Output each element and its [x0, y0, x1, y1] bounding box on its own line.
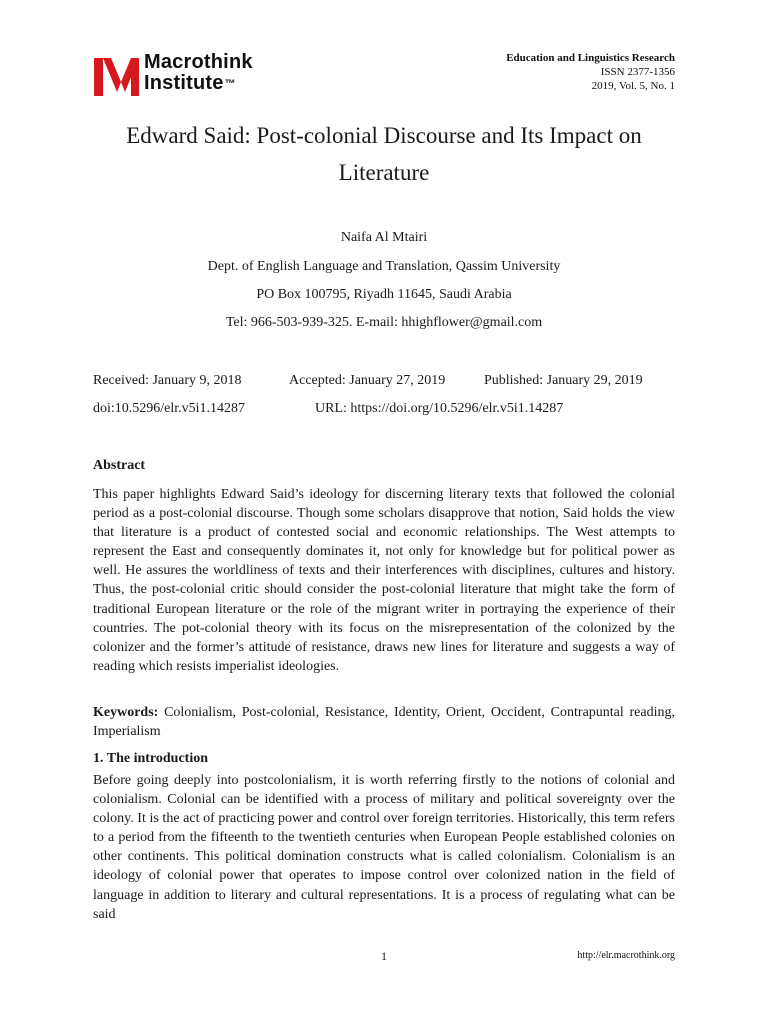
- journal-issn: ISSN 2377-1356: [600, 66, 675, 78]
- article-title: [80, 117, 688, 191]
- author-name: Naifa Al Mtairi: [340, 230, 428, 245]
- doi: doi:10.5296/elr.v5i1.14287: [93, 401, 246, 416]
- title-line-2: Literature: [338, 160, 430, 185]
- author-contact: Tel: 966-503-939-325. E-mail: hhighflower@gmail.com: [225, 315, 543, 330]
- abstract-text: This paper highlights Edward Said’s ideology for discerning literary texts that followed the colonial period as a post-colonial discourse. Though some scholars disapprove that notion, Said holds the view that literature is a product of contested social and economic relationships. The West attempts to represent the East and consequently dominates it, not only for knowledge but for political power as well. He assures the worldliness of texts and their interferences with disciplines, cultures and history. Thus, the post-colonial critic should consider the post-colonial literature that might take the form of traditional European literature or the role of the migrant writer in portraying the experience of their countries. The pot-colonial theory with its focus on the misrepresentation of the colonized by the colonizer and the former’s attitude of resistance, draws new lines for literature and suggests a way of reading which resists imperialist ideologies.: [93, 487, 675, 674]
- journal-name: Education and Linguistics Research: [506, 52, 675, 64]
- trademark-symbol: ™: [224, 78, 236, 90]
- footer-url[interactable]: http://elr.macrothink.org: [577, 950, 675, 961]
- keywords: [93, 703, 675, 741]
- author-address: PO Box 100795, Riyadh 11645, Saudi Arabia: [256, 287, 512, 302]
- received-date: Received: January 9, 2018: [93, 373, 242, 388]
- logo-line-1: Macrothink: [144, 51, 253, 73]
- published-date: Published: January 29, 2019: [484, 373, 643, 388]
- keywords-label: Keywords:: [93, 705, 159, 720]
- journal-volume: 2019, Vol. 5, No. 1: [591, 80, 675, 92]
- author-affiliation: Dept. of English Language and Translation, Qassim University: [207, 259, 561, 274]
- doi-url: URL: https://doi.org/10.5296/elr.v5i1.14287: [315, 401, 564, 416]
- macrothink-logo-icon: [94, 52, 140, 96]
- accepted-date: Accepted: January 27, 2019: [289, 373, 446, 388]
- page-number: 1: [381, 949, 387, 963]
- keywords-text: Colonialism, Post-colonial, Resistance, Identity, Orient, Occident, Contrapuntal reading, Imperialism: [93, 705, 675, 740]
- publisher-logo: [94, 52, 294, 96]
- title-line-1: Edward Said: Post-colonial Discourse and Its Impact on: [126, 123, 642, 148]
- journal-info: [506, 51, 675, 93]
- logo-wordmark: [144, 52, 253, 94]
- section-text: Before going deeply into postcolonialism, it is worth referring firstly to the notions of colonial and colonialism. Colonial can be identified with a process of military and political sovereignty over the colony. It is the act of practicing power and control over foreign territories. Historically, this term refers to a period from the fifteenth to the twentieth centuries when European People established colonies on other continents. This political domination constructs what is called colonialism. Colonialism is an ideology of colonial power that operates to impose control over colonized nation in the field of language in addition to literary and cultural representations. It is a process of regulating what can be said: [93, 773, 675, 922]
- logo-line-2: Institute: [144, 72, 224, 94]
- section-heading: 1. The introduction: [93, 751, 209, 766]
- abstract-heading: Abstract: [93, 458, 146, 473]
